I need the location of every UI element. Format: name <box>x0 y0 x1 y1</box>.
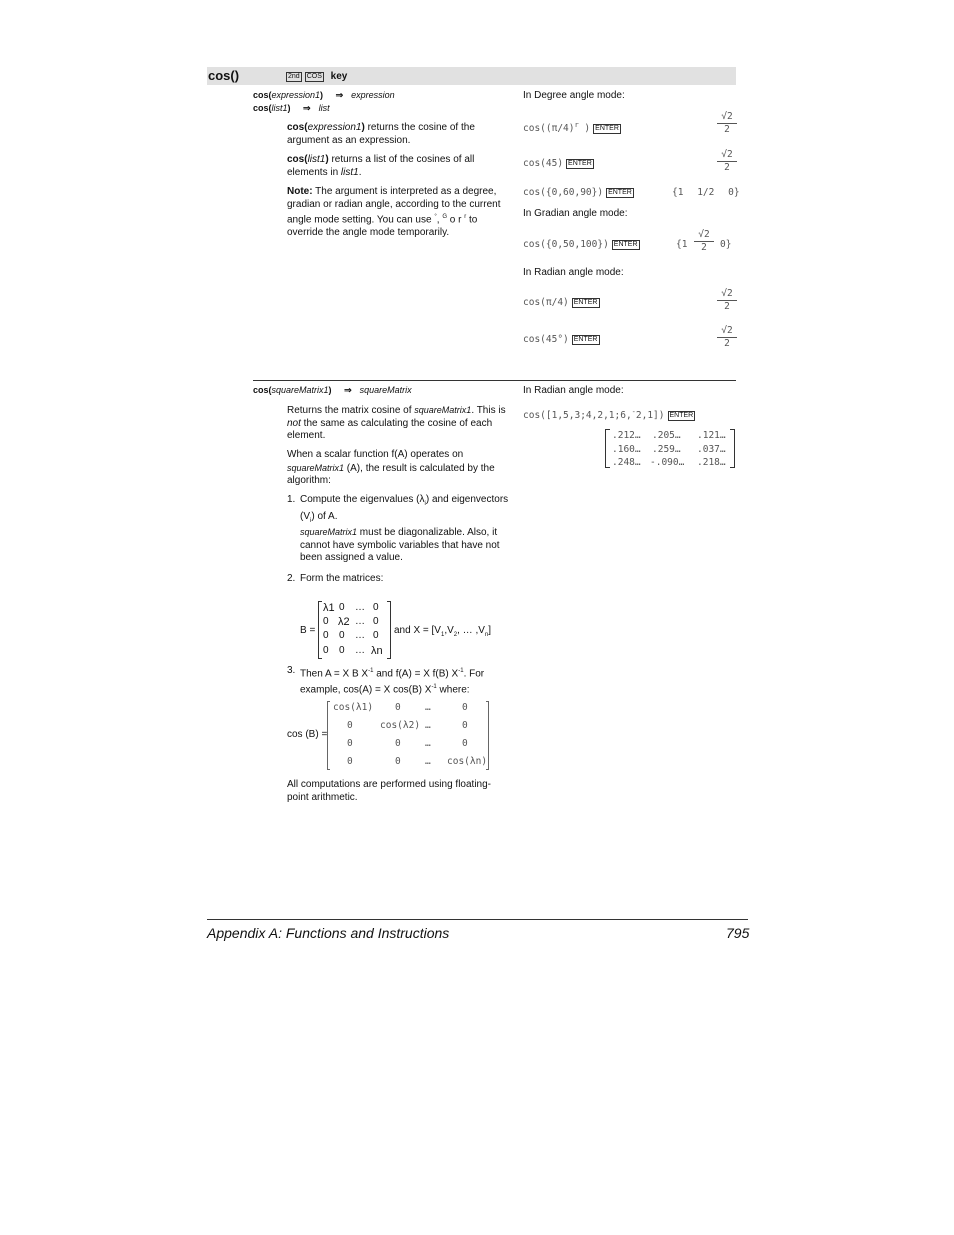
emphasis: not <box>287 417 301 429</box>
syntax-result: list <box>318 103 330 113</box>
sup: -1 <box>431 683 437 690</box>
text: where: <box>436 684 470 696</box>
matrix-b-label: B = <box>300 625 316 636</box>
note-label: Note: <box>287 186 313 197</box>
matrix-cell: cos(λ2) <box>380 720 421 731</box>
denominator: 2 <box>724 124 730 135</box>
code: cos(π/4) <box>523 297 569 308</box>
matrix-cell: 0 <box>323 645 329 656</box>
sub: i <box>424 501 426 507</box>
numerator: √2 <box>717 325 737 338</box>
code: 2,1]) <box>635 410 665 422</box>
example-4-input <box>523 239 640 250</box>
enter-key: ENTER <box>568 160 592 167</box>
matrix-cell: .160… <box>612 444 641 455</box>
desc-matrix-intro <box>287 404 513 443</box>
footer-title: Appendix A: Functions and Instructions <box>207 925 450 941</box>
matrix-cell: .248… <box>612 457 641 468</box>
sup: -1 <box>368 668 374 674</box>
key-2nd: 2nd <box>288 73 300 80</box>
text: Then A = X B X <box>300 668 369 680</box>
desc-list <box>287 154 513 179</box>
matrix-cell: … <box>425 720 431 731</box>
matrix-cell: λ2 <box>338 616 350 628</box>
matrix-cell: λ1 <box>323 602 335 614</box>
text: The argument is interpreted as a degree, gradian or radian angle, according to the current angle mode setting. You can use <box>287 186 501 226</box>
matrix-cell: 0 <box>347 756 353 767</box>
text: Compute the eigenvalues (λ <box>300 494 425 505</box>
arrow-icon: ⇒ <box>344 385 352 395</box>
section-divider <box>253 380 736 381</box>
left-bracket <box>327 701 330 770</box>
arg: expression1 <box>307 122 362 133</box>
code: cos({0,60,90}) <box>523 187 604 198</box>
left-bracket <box>605 429 610 468</box>
text: and X = [V <box>394 625 441 636</box>
example-3-input <box>523 187 634 198</box>
matrix-cell: 0 <box>339 630 345 641</box>
matrix-cell: … <box>355 645 365 656</box>
matrix-cell: 0 <box>339 602 345 613</box>
matrix-cell: cos(λ1) <box>333 702 374 713</box>
arrow-icon: ⇒ <box>335 90 344 100</box>
matrix-cell: 0 <box>395 702 401 713</box>
text: ) of A. <box>311 510 338 522</box>
numerator: √2 <box>717 288 737 301</box>
syntax-line-1 <box>253 90 395 101</box>
matrix-cell: … <box>355 616 365 627</box>
matrix-cell: λn <box>371 645 383 657</box>
arrow-icon: ⇒ <box>303 103 311 113</box>
matrix-cell: 0 <box>347 720 353 731</box>
text: (A), the result is calculated by the algorithm: <box>287 462 495 486</box>
step-3-text <box>300 665 515 697</box>
degree-mode-label: In Degree angle mode: <box>523 90 625 101</box>
example-2-input <box>523 158 594 169</box>
gradian-symbol: G <box>442 214 447 220</box>
arg: list1 <box>340 166 359 178</box>
sup: -1 <box>458 668 464 674</box>
text: returns a list of the cosines of all elements in <box>287 154 475 178</box>
desc-expression <box>287 122 513 147</box>
text: must be diagonalizable. Also, it cannot have symbolic variables that have not been assigned a value. <box>300 527 500 563</box>
radian-symbol: r <box>464 214 467 220</box>
matrix-cell: .205… <box>652 430 681 441</box>
step-3-number: 3. <box>287 665 296 676</box>
radian-sup: r <box>574 121 579 129</box>
step-1-text <box>300 494 515 527</box>
sub: 2 <box>453 632 458 638</box>
syntax-matrix <box>253 385 412 396</box>
example-3-result <box>672 187 740 198</box>
matrix-x-definition <box>394 625 491 638</box>
right-bracket <box>387 601 391 659</box>
page-number: 795 <box>726 925 750 941</box>
text: ) and eigenvectors (V <box>300 494 509 522</box>
bold-close: ) <box>325 154 329 165</box>
matrix-cell: -.090… <box>650 457 685 468</box>
matrix-cell: .121… <box>697 430 726 441</box>
step-1-number: 1. <box>287 494 296 505</box>
numerator: √2 <box>694 229 714 242</box>
syntax-close: ) <box>328 385 332 395</box>
matrix-cosb-label: cos (B) = <box>287 729 328 740</box>
result-part: {1 <box>672 187 684 198</box>
text: ] <box>488 625 492 636</box>
text: . For example, cos(A) = X cos(B) X <box>300 668 485 696</box>
matrix-cell: … <box>425 702 431 713</box>
denominator: 2 <box>724 338 730 349</box>
matrix-cell: … <box>425 738 431 749</box>
matrix-cell: 0 <box>323 616 329 627</box>
negative-sign: - <box>631 408 636 416</box>
text: . <box>358 166 362 178</box>
syntax-fn: cos( <box>253 385 272 395</box>
matrix-cell: .037… <box>697 444 726 455</box>
syntax-close: ) <box>320 90 324 100</box>
matrix-cell: 0 <box>323 630 329 641</box>
result-part: 0} <box>728 187 740 198</box>
sub: n <box>484 632 489 638</box>
matrix-cell: 0 <box>373 602 379 613</box>
denominator: 2 <box>701 242 707 253</box>
matrix-cell: 0 <box>462 738 468 749</box>
enter-key: ENTER <box>573 299 598 306</box>
result-part: 1/2 <box>697 187 715 198</box>
example-4-result-open: {1 <box>676 239 688 250</box>
key-word: key <box>330 71 348 82</box>
syntax-close: ) <box>287 103 291 113</box>
right-bracket <box>730 429 735 468</box>
example-1-input <box>523 121 621 134</box>
example-6-result <box>717 325 737 350</box>
matrix-cell: … <box>355 630 365 641</box>
step-2-number: 2. <box>287 573 296 584</box>
matrix-cell: cos(λn) <box>447 756 488 767</box>
syntax-fn: cos( <box>253 103 272 113</box>
sub: 1 <box>440 632 445 638</box>
bold-fn: cos( <box>287 154 308 165</box>
matrix-cell: 0 <box>347 738 353 749</box>
key-cos: COS <box>306 73 322 80</box>
arg: list1 <box>307 154 326 165</box>
code: ) <box>578 123 591 135</box>
enter-key: ENTER <box>613 241 638 248</box>
text: and f(A) = X f(B) X <box>373 668 459 680</box>
example-2-result <box>717 149 737 174</box>
example-5-input <box>523 297 600 308</box>
example-4-result-frac <box>694 229 714 254</box>
matrix-cell: .259… <box>652 444 681 455</box>
step-2-text: Form the matrices: <box>300 573 384 584</box>
matrix-cell: 0 <box>373 630 379 641</box>
text: o r <box>446 214 465 226</box>
matrix-cell: 0 <box>462 720 468 731</box>
key-sequence <box>286 71 347 82</box>
enter-key: ENTER <box>573 336 598 343</box>
matrix-cell: .212… <box>612 430 641 441</box>
desc-matrix-algorithm <box>287 449 513 488</box>
enter-key: ENTER <box>595 125 619 133</box>
text: returns the cosine of the argument as an expression. <box>287 122 475 146</box>
syntax-fn: cos( <box>253 90 272 100</box>
matrix-cell: 0 <box>395 738 401 749</box>
bold-fn: cos( <box>287 122 308 133</box>
bold-close: ) <box>361 122 365 133</box>
syntax-result: expression <box>351 90 395 100</box>
text: , … ,V <box>457 625 485 636</box>
matrix-cell: … <box>355 602 365 613</box>
enter-key: ENTER <box>669 412 694 420</box>
sub: i <box>310 517 312 524</box>
text: the same as calculating the cosine of each element. <box>287 417 493 441</box>
text: . This is <box>471 405 506 416</box>
syntax-line-2 <box>253 103 330 114</box>
syntax-arg: expression1 <box>271 90 321 100</box>
matrix-cell: … <box>425 756 431 767</box>
syntax-arg: list1 <box>271 103 288 113</box>
code: cos(45) <box>523 158 564 169</box>
numerator: √2 <box>717 111 737 124</box>
left-bracket <box>318 601 322 659</box>
text: Returns the matrix cosine of <box>287 405 415 416</box>
desc-final: All computations are performed using floating-point arithmetic. <box>287 779 491 803</box>
matrix-example-input <box>523 408 695 421</box>
code: cos({0,50,100}) <box>523 239 609 250</box>
desc-note <box>287 186 509 239</box>
matrix-cell: 0 <box>462 702 468 713</box>
radian-mode-label-2: In Radian angle mode: <box>523 385 624 396</box>
code: cos(45°) <box>523 334 569 345</box>
matrix-cell: .218… <box>697 457 726 468</box>
syntax-result: squareMatrix <box>359 385 412 395</box>
arg: squareMatrix1 <box>300 527 358 537</box>
matrix-cell: 0 <box>373 616 379 627</box>
matrix-cell: 0 <box>339 645 345 656</box>
text: ,V <box>444 625 454 636</box>
radian-mode-label: In Radian angle mode: <box>523 267 624 278</box>
gradian-mode-label: In Gradian angle mode: <box>523 208 628 219</box>
entry-title: cos() <box>208 68 240 83</box>
denominator: 2 <box>724 162 730 173</box>
example-6-input <box>523 334 600 345</box>
example-4-result-close: 0} <box>720 239 732 250</box>
code: cos([1,5,3;4,2,1;6, <box>523 410 632 422</box>
text: , <box>436 214 443 226</box>
example-5-result <box>717 288 737 313</box>
denominator: 2 <box>724 301 730 312</box>
syntax-arg: squareMatrix1 <box>271 385 329 395</box>
footer-rule <box>207 919 748 920</box>
degree-symbol: ° <box>434 214 437 220</box>
matrix-cell: 0 <box>395 756 401 767</box>
code: cos((π/4) <box>523 123 575 135</box>
text: When a scalar function f(A) operates on <box>287 449 464 460</box>
step-1-note <box>300 526 512 565</box>
example-1-result <box>717 111 737 136</box>
numerator: √2 <box>717 149 737 162</box>
arg: squareMatrix1 <box>287 462 345 473</box>
text: to override the angle mode temporarily. <box>287 214 478 238</box>
arg: squareMatrix1 <box>414 405 472 415</box>
enter-key: ENTER <box>608 189 632 196</box>
